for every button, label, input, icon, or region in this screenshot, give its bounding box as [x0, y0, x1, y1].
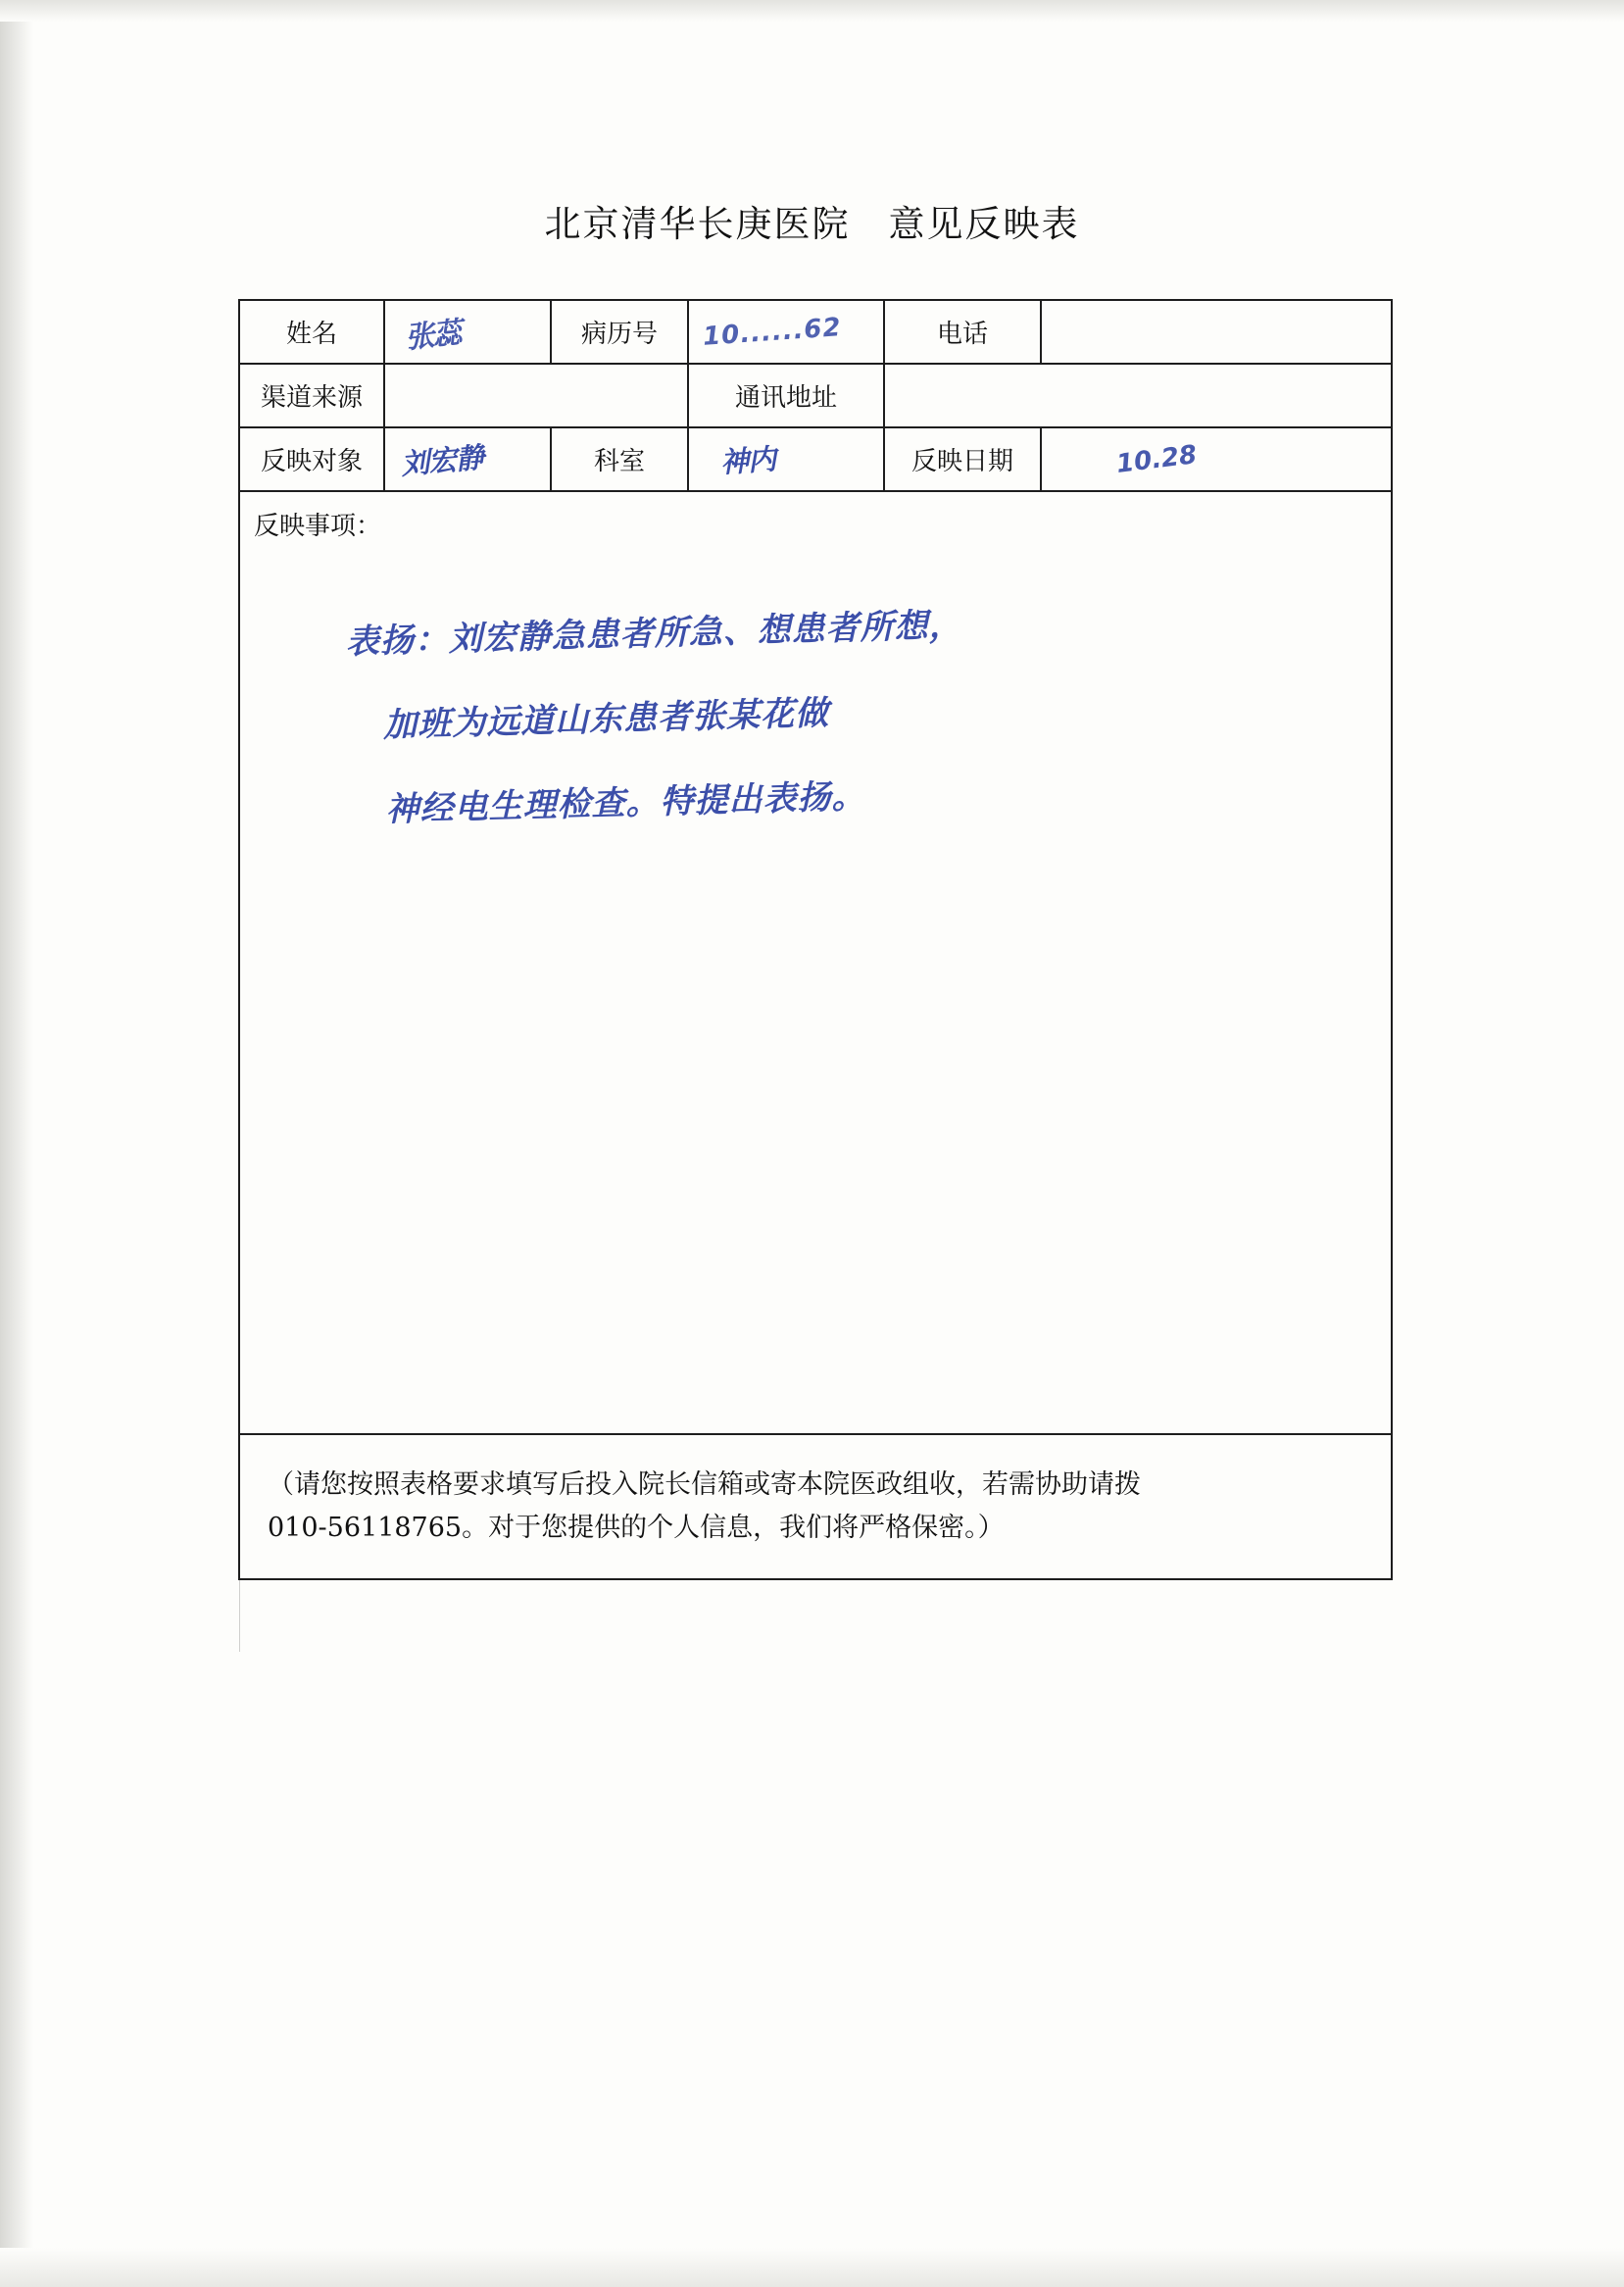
feedback-body-cell[interactable]: [239, 491, 1392, 1434]
table-row-name: [239, 300, 1392, 364]
handwriting-line-1: 表扬：刘宏静急患者所急、想患者所想，: [345, 605, 964, 663]
channel-label: 渠道来源: [239, 364, 384, 427]
mrn-value-cell[interactable]: [688, 300, 884, 364]
target-handwriting: 刘宏静: [399, 440, 485, 481]
dept-handwriting: 神内: [718, 442, 777, 479]
address-value-cell[interactable]: [884, 364, 1392, 427]
phone-value-cell[interactable]: [1041, 300, 1392, 364]
footer-note-line-1: （请您按照表格要求填写后投入院长信箱或寄本院医政组收，若需协助请拨: [268, 1469, 1141, 1500]
table-row-body: [239, 491, 1392, 1434]
name-label: 姓名: [239, 300, 384, 364]
target-value-cell[interactable]: [384, 427, 551, 491]
phone-label: 电话: [884, 300, 1041, 364]
feedback-body-label: 反映事项：: [254, 512, 382, 541]
table-row-target: [239, 427, 1392, 491]
footer-note-cell: [239, 1434, 1392, 1579]
name-handwriting: 张蕊: [403, 315, 463, 356]
date-value-cell[interactable]: [1041, 427, 1392, 491]
dept-value-cell[interactable]: [688, 427, 884, 491]
handwriting-line-3: 神经电生理检查。特提出表扬。: [385, 776, 866, 830]
table-row-channel: [239, 364, 1392, 427]
date-handwriting: 10.28: [1114, 439, 1199, 479]
mrn-label: 病历号: [551, 300, 688, 364]
feedback-form-table: [238, 299, 1393, 1580]
page-title: 北京清华长庚医院 意见反映表: [544, 203, 1080, 245]
mrn-handwriting: 10......62: [702, 312, 843, 352]
dept-label: 科室: [551, 427, 688, 491]
scan-edge-shadow-top: [0, 0, 1624, 22]
scan-edge-shadow-bottom: [0, 2248, 1624, 2287]
scan-edge-shadow-left: [0, 0, 33, 2287]
handwriting-line-2: 加班为远道山东患者张某花做: [382, 693, 830, 746]
target-label: 反映对象: [239, 427, 384, 491]
footer-note-text: [268, 1464, 1363, 1550]
table-row-footer-note: [239, 1434, 1392, 1579]
date-label: 反映日期: [884, 427, 1041, 491]
address-label: 通讯地址: [688, 364, 884, 427]
feedback-body-handwriting: [345, 572, 1352, 853]
name-value-cell[interactable]: [384, 300, 551, 364]
channel-value-cell[interactable]: [384, 364, 688, 427]
footer-note-line-2: 010-56118765。对于您提供的个人信息，我们将严格保密。）: [268, 1513, 1005, 1543]
